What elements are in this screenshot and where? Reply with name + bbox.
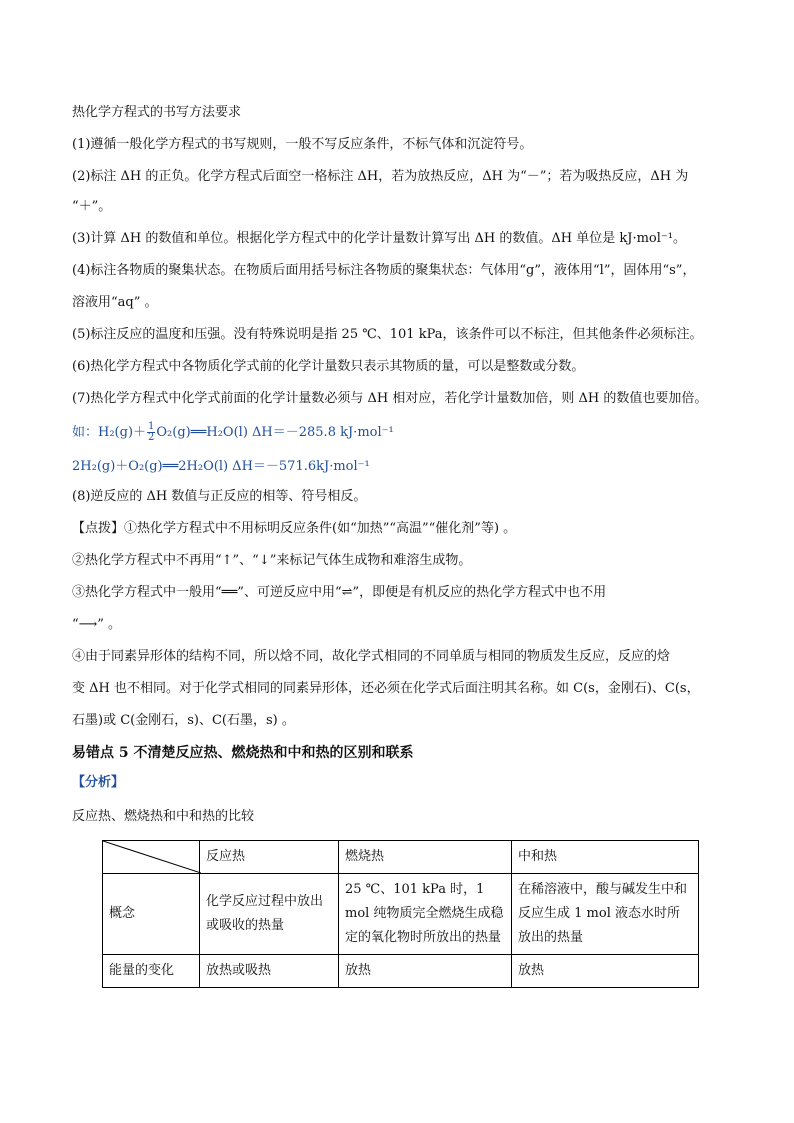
table-header: 反应热	[200, 841, 339, 874]
rule-5: (5)标注反应的温度和压强。没有特殊说明是指 25 ℃、101 kPa，该条件可以不标注，但其他条件必须标注。	[72, 327, 703, 342]
comparison-table	[102, 840, 699, 988]
table-cell: 放热	[512, 955, 699, 988]
rule-8: (8)逆反应的 ΔH 数值与正反应的相等、符号相反。	[72, 489, 367, 504]
tip-2: ②热化学方程式中不再用“↑”、“↓”来标记气体生成物和难溶生成物。	[72, 553, 472, 568]
rule-4-cont: 溶液用“aq” 。	[72, 295, 158, 310]
fraction-numerator: 1	[148, 421, 155, 432]
table-row	[103, 874, 699, 955]
tip-4-cont: 变 ΔH 也不相同。对于化学式相同的同素异形体，还必须在化学式后面注明其名称。如 C(s，金刚石)、C(s，	[72, 681, 700, 696]
table-cell: 放热或吸热	[200, 955, 339, 988]
example-equation-1	[72, 422, 394, 443]
example-equation-2: 2H₂(g)＋O₂(g)══2H₂O(l) ΔH＝－571.6kJ·mol⁻¹	[72, 459, 370, 474]
table-cell: 25 ℃、101 kPa 时，1 mol 纯物质完全燃烧生成稳定的氧化物时所放出的热量	[339, 874, 512, 955]
section-heading: 热化学方程式的书写方法要求	[72, 105, 242, 120]
fraction-one-half	[147, 422, 155, 443]
tip-3: ③热化学方程式中一般用“══”、可逆反应中用“⇌”，即便是有机反应的热化学方程式中也不用	[72, 585, 607, 600]
table-cell: 在稀溶液中，酸与碱发生中和反应生成 1 mol 液态水时所放出的热量	[512, 874, 699, 955]
rule-2-cont: “＋”。	[72, 199, 112, 214]
mistake-title: 易错点 5 不清楚反应热、燃烧热和中和热的区别和联系	[72, 745, 414, 761]
fraction-denominator: 2	[148, 432, 155, 443]
analysis-label: 【分析】	[72, 775, 125, 790]
table-cell: 能量的变化	[103, 955, 200, 988]
table-header-row	[103, 841, 699, 874]
table-row	[103, 955, 699, 988]
diagonal-line	[103, 841, 201, 873]
compare-title: 反应热、燃烧热和中和热的比较	[72, 809, 255, 824]
tip-3-cont: “⟶” 。	[72, 617, 122, 632]
tip-4-cont2: 石墨)或 C(金刚石，s)、C(石墨，s) 。	[72, 713, 295, 728]
table-header: 中和热	[512, 841, 699, 874]
table-cell: 放热	[339, 955, 512, 988]
rule-3: (3)计算 ΔH 的数值和单位。根据化学方程式中的化学计量数计算写出 ΔH 的数值。ΔH 单位是 kJ·mol⁻¹。	[72, 231, 686, 246]
table-corner-cell	[103, 841, 200, 874]
rule-1: (1)遵循一般化学方程式的书写规则，一般不写反应条件，不标气体和沉淀符号。	[72, 137, 533, 152]
rule-4: (4)标注各物质的聚集状态。在物质后面用括号标注各物质的聚集状态：气体用“g”，液体用“l”，固体用“s”，	[72, 263, 696, 278]
rule-2: (2)标注 ΔH 的正负。化学方程式后面空一格标注 ΔH，若为放热反应，ΔH 为“－”；若为吸热反应，ΔH 为	[72, 169, 689, 184]
example-1-prefix: 如：H₂(g)＋	[72, 425, 147, 440]
table-header: 燃烧热	[339, 841, 512, 874]
table-cell: 概念	[103, 874, 200, 955]
rule-7: (7)热化学方程式中化学式前面的化学计量数必须与 ΔH 相对应，若化学计量数加倍，则 ΔH 的数值也要加倍。	[72, 391, 708, 406]
tip-1: 【点拨】①热化学方程式中不用标明反应条件(如“加热”“高温”“催化剂”等) 。	[72, 521, 517, 536]
rule-6: (6)热化学方程式中各物质化学式前的化学计量数只表示其物质的量，可以是整数或分数。	[72, 359, 585, 374]
tip-4: ④由于同素异形体的结构不同，所以焓不同，故化学式相同的不同单质与相同的物质发生反应，反应的焓	[72, 649, 671, 664]
table-cell: 化学反应过程中放出或吸收的热量	[200, 874, 339, 955]
example-1-suffix: O₂(g)══H₂O(l) ΔH＝－285.8 kJ·mol⁻¹	[156, 425, 394, 440]
